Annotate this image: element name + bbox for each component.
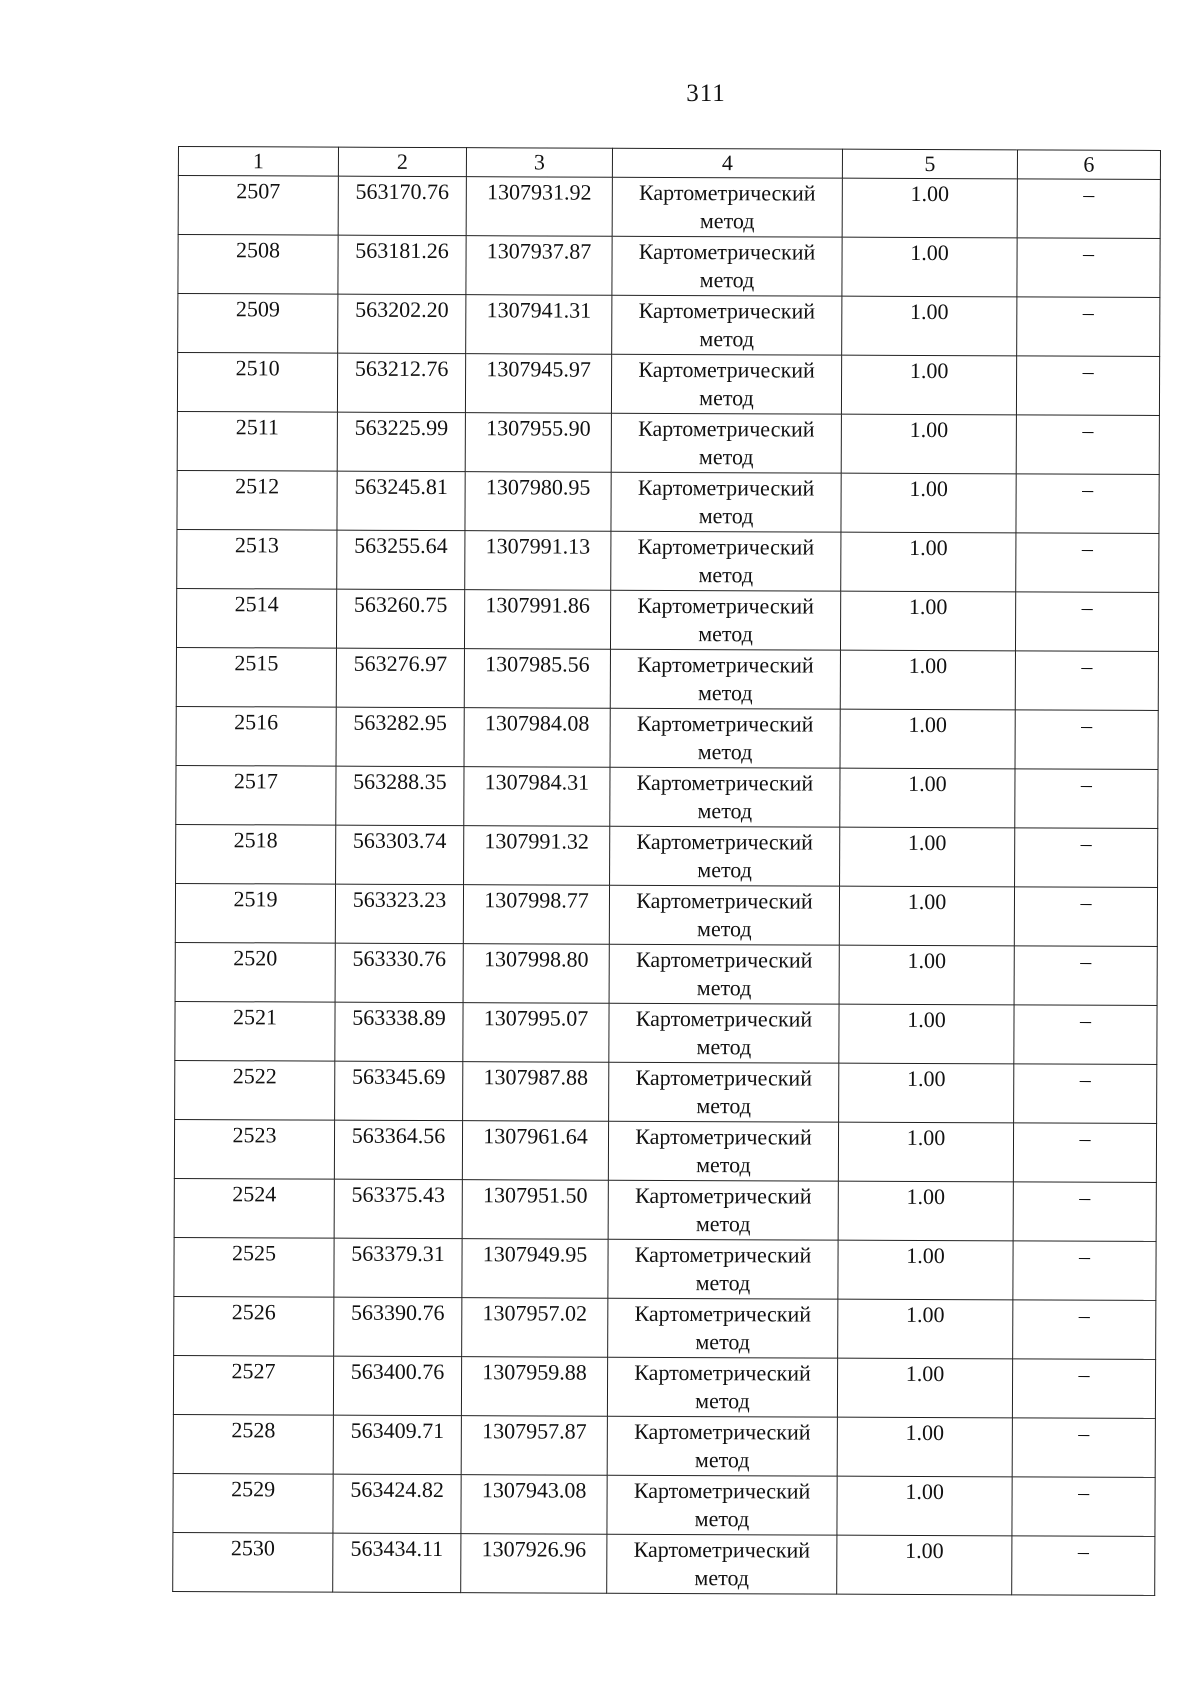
note-cell: –	[1016, 533, 1159, 593]
table-row	[175, 1001, 1157, 1064]
x-coordinate-cell: 563245.81	[337, 471, 465, 531]
table-row	[175, 1060, 1157, 1123]
x-coordinate-cell: 563260.75	[336, 589, 464, 649]
table-body	[173, 176, 1161, 1596]
method-line-2: метод	[696, 1152, 751, 1178]
accuracy-cell: 1.00	[840, 768, 1015, 828]
x-coordinate-cell: 563282.95	[336, 707, 464, 767]
method-line-2: метод	[698, 621, 753, 647]
y-coordinate-cell: 1307943.08	[461, 1475, 607, 1535]
table-row	[174, 1296, 1156, 1359]
method-cell	[611, 413, 841, 473]
method-cell	[608, 1180, 838, 1240]
y-coordinate-cell: 1307998.77	[463, 885, 609, 945]
point-number-cell: 2521	[175, 1001, 335, 1061]
method-line-1: Картометрический	[634, 1182, 812, 1209]
method-line-1: Картометрический	[634, 1300, 812, 1327]
table-row	[174, 1119, 1156, 1182]
method-line-2: метод	[694, 1506, 750, 1532]
method-cell	[610, 649, 840, 709]
method-cell	[610, 826, 840, 886]
table-row	[176, 588, 1158, 651]
accuracy-cell: 1.00	[838, 1299, 1013, 1359]
method-line-2: метод	[695, 1211, 751, 1237]
x-coordinate-cell: 563330.76	[335, 943, 463, 1003]
point-number-cell: 2509	[178, 294, 338, 354]
method-line-2: метод	[697, 857, 752, 883]
method-line-1: Картометрический	[638, 415, 815, 442]
note-cell: –	[1017, 297, 1160, 357]
x-coordinate-cell: 563288.35	[336, 766, 464, 826]
accuracy-cell: 1.00	[840, 709, 1015, 769]
x-coordinate-cell: 563390.76	[334, 1297, 462, 1357]
x-coordinate-cell: 563400.76	[333, 1356, 461, 1416]
table-row	[177, 529, 1159, 592]
point-number-cell: 2526	[174, 1296, 334, 1356]
method-line-1: Картометрический	[637, 474, 815, 501]
note-cell: –	[1015, 651, 1158, 711]
point-number-cell: 2507	[178, 176, 338, 236]
y-coordinate-cell: 1307959.88	[461, 1357, 607, 1417]
method-line-1: Картометрический	[635, 946, 813, 973]
table-row	[174, 1237, 1156, 1300]
method-cell	[610, 767, 840, 827]
method-cell	[612, 295, 842, 355]
method-cell	[610, 590, 840, 650]
method-cell	[611, 531, 841, 591]
note-cell: –	[1012, 1418, 1155, 1478]
column-header-6: 6	[1017, 150, 1160, 180]
accuracy-cell: 1.00	[841, 473, 1016, 533]
method-line-1: Картометрический	[638, 238, 816, 265]
x-coordinate-cell: 563323.23	[335, 884, 463, 944]
method-line-1: Картометрический	[633, 1536, 811, 1563]
method-line-2: метод	[697, 916, 752, 942]
table-row	[175, 942, 1157, 1005]
page-number: 311	[686, 80, 726, 107]
y-coordinate-cell: 1307957.02	[462, 1298, 608, 1358]
method-cell	[611, 472, 841, 532]
y-coordinate-cell: 1307998.80	[463, 944, 609, 1004]
method-line-2: метод	[695, 1329, 751, 1355]
y-coordinate-cell: 1307957.87	[461, 1416, 607, 1476]
column-header-4: 4	[612, 148, 842, 178]
x-coordinate-cell: 563212.76	[337, 353, 465, 413]
table-row	[173, 1355, 1155, 1418]
x-coordinate-cell: 563181.26	[338, 235, 466, 295]
method-line-2: метод	[697, 798, 753, 824]
table-row	[177, 470, 1159, 533]
x-coordinate-cell: 563338.89	[335, 1002, 463, 1062]
method-line-1: Картометрический	[639, 179, 816, 206]
table-row	[176, 647, 1158, 710]
header-row	[178, 147, 1160, 180]
method-cell	[609, 944, 839, 1004]
column-header-5: 5	[842, 149, 1017, 179]
method-cell	[607, 1534, 837, 1594]
table-row	[173, 1532, 1155, 1595]
accuracy-cell: 1.00	[841, 355, 1016, 415]
method-cell	[611, 354, 841, 414]
method-line-2: метод	[699, 326, 755, 352]
column-header-3: 3	[466, 148, 612, 178]
method-line-1: Картометрический	[637, 592, 814, 619]
accuracy-cell: 1.00	[840, 827, 1015, 887]
table-row	[178, 235, 1160, 298]
point-number-cell: 2528	[173, 1414, 333, 1474]
method-line-2: метод	[699, 385, 754, 411]
x-coordinate-cell: 563424.82	[333, 1474, 461, 1534]
accuracy-cell: 1.00	[837, 1358, 1012, 1418]
note-cell: –	[1017, 179, 1160, 239]
accuracy-cell: 1.00	[842, 178, 1017, 238]
accuracy-cell: 1.00	[838, 1122, 1013, 1182]
note-cell: –	[1014, 1005, 1157, 1065]
x-coordinate-cell: 563375.43	[334, 1179, 462, 1239]
method-line-2: метод	[698, 562, 754, 588]
method-line-1: Картометрический	[636, 828, 813, 855]
y-coordinate-cell: 1307926.96	[461, 1534, 607, 1594]
table-row	[176, 824, 1158, 887]
method-line-2: метод	[694, 1565, 750, 1591]
accuracy-cell: 1.00	[839, 886, 1014, 946]
method-line-1: Картометрический	[633, 1477, 811, 1504]
y-coordinate-cell: 1307931.92	[466, 177, 612, 237]
point-number-cell: 2516	[176, 706, 336, 766]
point-number-cell: 2510	[177, 353, 337, 413]
method-line-2: метод	[698, 444, 754, 470]
y-coordinate-cell: 1307949.95	[462, 1239, 608, 1299]
accuracy-cell: 1.00	[839, 945, 1014, 1005]
method-cell	[612, 177, 842, 237]
method-line-1: Картометрический	[636, 710, 814, 737]
y-coordinate-cell: 1307941.31	[466, 295, 612, 355]
accuracy-cell: 1.00	[841, 532, 1016, 592]
table-row	[178, 176, 1160, 239]
note-cell: –	[1012, 1359, 1155, 1419]
accuracy-cell: 1.00	[837, 1417, 1012, 1477]
y-coordinate-cell: 1307991.13	[465, 531, 611, 591]
point-number-cell: 2522	[175, 1060, 335, 1120]
x-coordinate-cell: 563434.11	[333, 1533, 461, 1593]
table-row	[174, 1178, 1156, 1241]
point-number-cell: 2527	[173, 1355, 333, 1415]
method-line-2: метод	[699, 267, 755, 293]
method-cell	[608, 1298, 838, 1358]
method-line-2: метод	[696, 975, 752, 1001]
x-coordinate-cell: 563255.64	[337, 530, 465, 590]
method-line-1: Картометрический	[634, 1359, 811, 1386]
y-coordinate-cell: 1307985.56	[464, 649, 610, 709]
x-coordinate-cell: 563225.99	[337, 412, 465, 472]
point-number-cell: 2517	[176, 765, 336, 825]
y-coordinate-cell: 1307951.50	[462, 1180, 608, 1240]
accuracy-cell: 1.00	[837, 1476, 1012, 1536]
x-coordinate-cell: 563202.20	[338, 294, 466, 354]
y-coordinate-cell: 1307987.88	[463, 1062, 609, 1122]
table-row	[177, 411, 1159, 474]
method-line-2: метод	[699, 208, 755, 234]
point-number-cell: 2519	[175, 883, 335, 943]
column-header-1: 1	[178, 147, 338, 177]
method-cell	[610, 708, 840, 768]
y-coordinate-cell: 1307955.90	[465, 413, 611, 473]
method-line-2: метод	[696, 1093, 751, 1119]
note-cell: –	[1014, 887, 1157, 947]
note-cell: –	[1015, 769, 1158, 829]
point-number-cell: 2513	[177, 529, 337, 589]
point-number-cell: 2511	[177, 411, 337, 471]
x-coordinate-cell: 563303.74	[336, 825, 464, 885]
point-number-cell: 2525	[174, 1237, 334, 1297]
method-line-2: метод	[695, 1270, 751, 1296]
method-line-1: Картометрический	[636, 769, 814, 796]
table-row	[178, 294, 1160, 357]
method-cell	[607, 1416, 837, 1476]
accuracy-cell: 1.00	[841, 414, 1016, 474]
y-coordinate-cell: 1307984.31	[464, 767, 610, 827]
table-row	[177, 353, 1159, 416]
method-line-1: Картометрический	[636, 887, 813, 914]
coordinates-table	[172, 146, 1161, 1596]
note-cell: –	[1014, 946, 1157, 1006]
accuracy-cell: 1.00	[839, 1063, 1014, 1123]
method-line-1: Картометрический	[635, 1123, 812, 1150]
note-cell: –	[1017, 238, 1160, 298]
table-row	[173, 1473, 1155, 1536]
note-cell: –	[1013, 1123, 1156, 1183]
method-line-1: Картометрический	[637, 651, 814, 678]
point-number-cell: 2508	[178, 235, 338, 295]
method-line-1: Картометрический	[637, 533, 815, 560]
y-coordinate-cell: 1307961.64	[462, 1121, 608, 1181]
point-number-cell: 2518	[176, 824, 336, 884]
accuracy-cell: 1.00	[839, 1004, 1014, 1064]
table-row	[173, 1414, 1155, 1477]
note-cell: –	[1016, 356, 1159, 416]
method-cell	[609, 1062, 839, 1122]
note-cell: –	[1015, 592, 1158, 652]
method-line-2: метод	[697, 739, 753, 765]
point-number-cell: 2523	[174, 1119, 334, 1179]
x-coordinate-cell: 563170.76	[338, 176, 466, 236]
point-number-cell: 2529	[173, 1473, 333, 1533]
note-cell: –	[1012, 1536, 1155, 1596]
note-cell: –	[1016, 474, 1159, 534]
method-line-2: метод	[695, 1388, 750, 1414]
table-header	[178, 147, 1160, 180]
method-cell	[607, 1475, 837, 1535]
note-cell: –	[1013, 1182, 1156, 1242]
method-line-2: метод	[696, 1034, 752, 1060]
note-cell: –	[1015, 710, 1158, 770]
accuracy-cell: 1.00	[840, 650, 1015, 710]
method-cell	[607, 1357, 837, 1417]
y-coordinate-cell: 1307995.07	[463, 1003, 609, 1063]
method-line-1: Картометрический	[634, 1241, 812, 1268]
method-line-2: метод	[698, 503, 754, 529]
note-cell: –	[1012, 1477, 1155, 1537]
method-cell	[612, 236, 842, 296]
accuracy-cell: 1.00	[842, 296, 1017, 356]
point-number-cell: 2514	[176, 588, 336, 648]
note-cell: –	[1013, 1300, 1156, 1360]
method-line-2: метод	[697, 680, 753, 706]
method-line-1: Картометрический	[635, 1005, 813, 1032]
method-line-1: Картометрический	[634, 1418, 811, 1445]
x-coordinate-cell: 563379.31	[334, 1238, 462, 1298]
point-number-cell: 2530	[173, 1532, 333, 1592]
point-number-cell: 2515	[176, 647, 336, 707]
method-cell	[608, 1239, 838, 1299]
note-cell: –	[1014, 1064, 1157, 1124]
note-cell: –	[1013, 1241, 1156, 1301]
table-row	[176, 706, 1158, 769]
y-coordinate-cell: 1307984.08	[464, 708, 610, 768]
accuracy-cell: 1.00	[840, 591, 1015, 651]
table-row	[176, 765, 1158, 828]
point-number-cell: 2520	[175, 942, 335, 1002]
x-coordinate-cell: 563364.56	[334, 1120, 462, 1180]
note-cell: –	[1016, 415, 1159, 475]
accuracy-cell: 1.00	[838, 1181, 1013, 1241]
accuracy-cell: 1.00	[842, 237, 1017, 297]
method-line-2: метод	[694, 1447, 750, 1473]
method-cell	[608, 1121, 838, 1181]
column-header-2: 2	[338, 147, 466, 177]
y-coordinate-cell: 1307937.87	[466, 236, 612, 296]
y-coordinate-cell: 1307991.86	[464, 590, 610, 650]
method-cell	[609, 1003, 839, 1063]
method-line-1: Картометрический	[638, 297, 816, 324]
x-coordinate-cell: 563345.69	[335, 1061, 463, 1121]
note-cell: –	[1015, 828, 1158, 888]
y-coordinate-cell: 1307945.97	[465, 354, 611, 414]
method-line-1: Картометрический	[638, 356, 815, 383]
accuracy-cell: 1.00	[837, 1535, 1012, 1595]
accuracy-cell: 1.00	[838, 1240, 1013, 1300]
method-line-1: Картометрический	[635, 1064, 813, 1091]
y-coordinate-cell: 1307991.32	[464, 826, 610, 886]
x-coordinate-cell: 563409.71	[333, 1415, 461, 1475]
table-row	[175, 883, 1157, 946]
point-number-cell: 2512	[177, 470, 337, 530]
x-coordinate-cell: 563276.97	[336, 648, 464, 708]
point-number-cell: 2524	[174, 1178, 334, 1238]
method-cell	[609, 885, 839, 945]
y-coordinate-cell: 1307980.95	[465, 472, 611, 532]
